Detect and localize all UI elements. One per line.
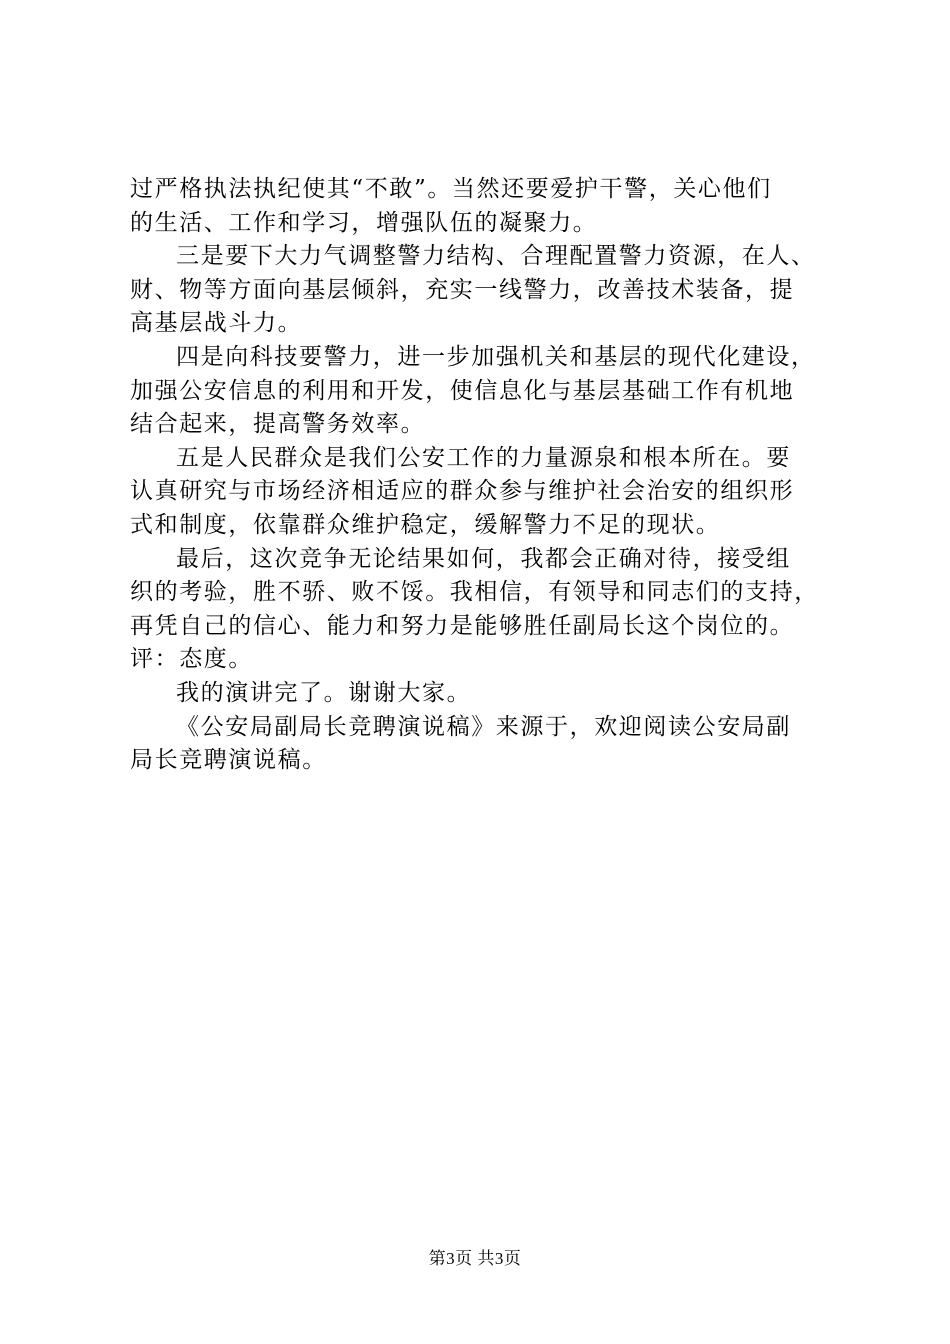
paragraph-source-note: 《公安局副局长竞聘演说稿》来源于，欢迎阅读公安局副 局长竞聘演说稿。 xyxy=(130,713,791,774)
paragraph-point-four: 四是向科技要警力，进一步加强机关和基层的现代化建设， 加强公安信息的利用和开发，使信息化与基层基础工作有机地 结合起来，提高警务效率。 xyxy=(130,343,816,438)
page-number-footer: 第3页 共3页 xyxy=(428,1249,522,1268)
document-body xyxy=(130,173,830,778)
paragraph-closing: 我的演讲完了。谢谢大家。 xyxy=(176,679,472,706)
paragraph-conclusion: 最后，这次竞争无论结果如何，我都会正确对待，接受组 织的考验，胜不骄、败不馁。我相信，有领导和同志们的支持， 再凭自己的信心、能力和努力是能够胜任副局长这个岗位的。 评：态度。 xyxy=(130,545,819,673)
paragraph-point-three: 三是要下大力气调整警力结构、合理配置警力资源，在人、 财、物等方面向基层倾斜，充实一线警力，改善技术装备，提 高基层战斗力。 xyxy=(130,243,816,337)
paragraph-point-five: 五是人民群众是我们公安工作的力量源泉和根本所在。要 认真研究与市场经济相适应的群众参与维护社会治安的组织形 式和制度，依靠群众维护稳定，缓解警力不足的现状。 xyxy=(130,444,795,538)
paragraph-continuation: 过严格执法执纪使其“不敢”。当然还要爱护干警，关心他们 的生活、工作和学习，增强队伍的凝聚力。 xyxy=(130,176,772,236)
